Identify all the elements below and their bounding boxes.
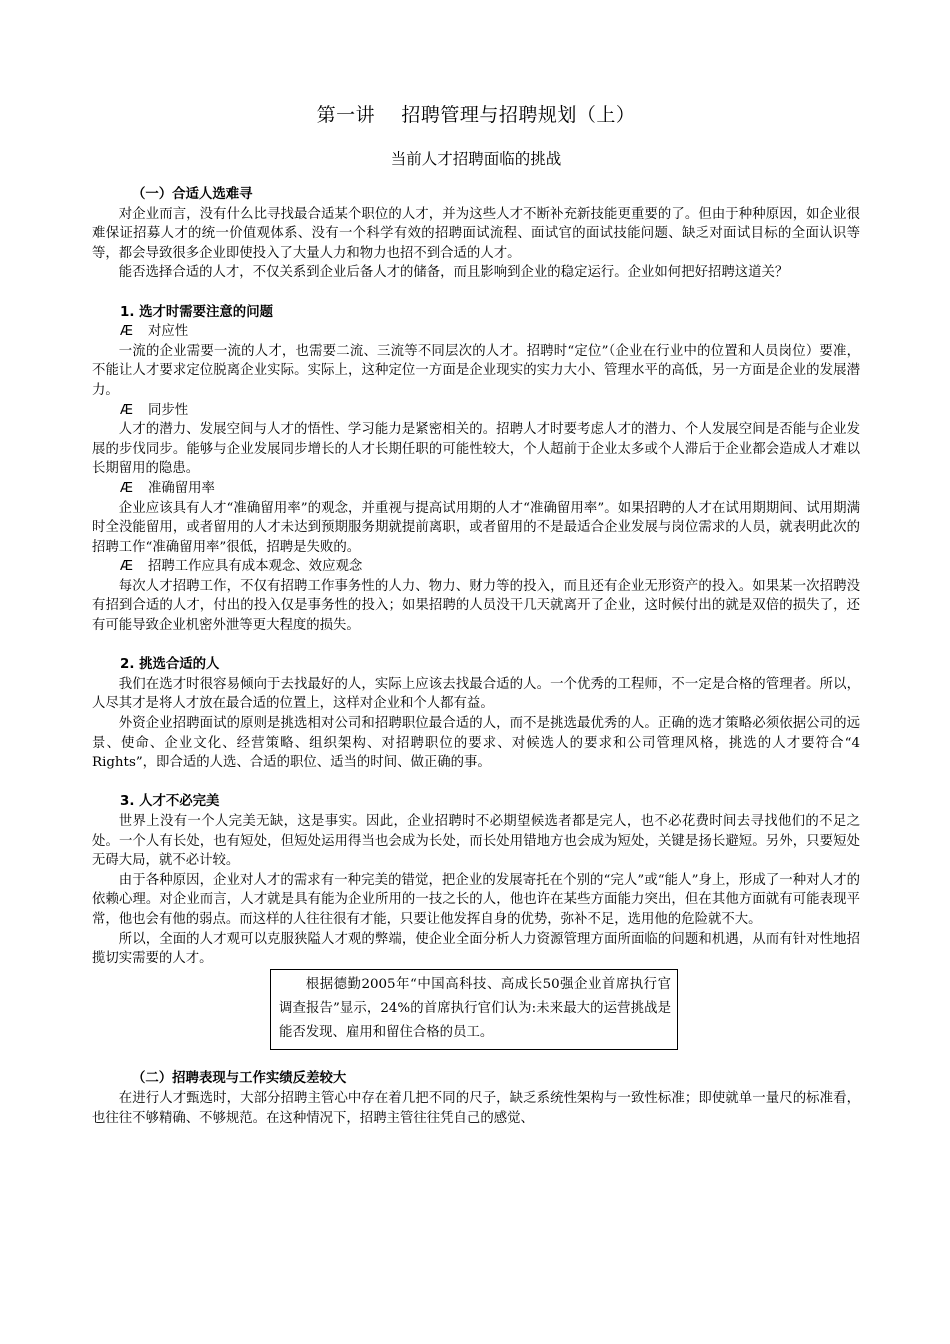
bullet-icon: Æ (120, 480, 134, 496)
bullet-label: 招聘工作应具有成本观念、效应观念 (148, 559, 363, 575)
paragraph: 能否选择合适的人才，不仅关系到企业后备人才的储备，而且影响到企业的稳定运行。企业如何把好招聘这道关？ (118, 265, 789, 281)
section-heading-2: （二）招聘表现与工作实绩反差较大 (132, 1071, 347, 1087)
bullet-icon: Æ (120, 402, 134, 418)
paragraph: 每次人才招聘工作，不仅有招聘工作事务性的人力、物力、财力等的投入，而且还有企业无形资产的投入。如果某一次招聘没有招到合适的人才，付出的投入仅是事务性的投入；如果招聘的人员没干几天就离开了企业，这时候付出的就是双倍的损失了，还有可能导致企业机密外泄等更大程度的损失。 (92, 578, 860, 634)
bullet-icon: Æ (120, 324, 134, 340)
subsection-heading-1: 1. 选才时需要注意的问题 (120, 304, 273, 320)
subsection-heading-3: 3. 人才不必完美 (120, 794, 220, 810)
paragraph: 外资企业招聘面试的原则是挑选相对公司和招聘职位最合适的人，而不是挑选最优秀的人。正确的选才策略必须依据公司的远景、使命、企业文化、经营策略、组织架构、对招聘职位的要求、对候选人的要求和公司管理风格，挑选的人才要符合“4 Rights”，即合适的人选、合适的职位、适当的时间、做正确的事。 (92, 716, 860, 771)
paragraph: 由于各种原因，企业对人才的需求有一种完美的错觉，把企业的发展寄托在个别的“完人”或“能人”身上，形成了一种对人才的依赖心理。对企业而言，人才就是具有能为企业所用的一技之长的人，他也许在某些方面能力突出，但在其他方面就有可能表现平常，他也会有他的弱点。而这样的人往往很有才能，只要让他发挥自身的优势，弥补不足，选用他的危险就不大。 (92, 872, 860, 927)
paragraph: 在进行人才甄选时，大部分招聘主管心中存在着几把不同的尺子，缺乏系统性架构与一致性标准；即使就单一量尺的标准看，也往往不够精确、不够规范。在这种情况下，招聘主管往往凭自己的感觉、 (92, 1090, 860, 1126)
section-heading-1: （一）合适人选难寻 (132, 187, 253, 202)
bullet-label: 准确留用率 (148, 480, 215, 496)
subsection-heading-2: 2. 挑选合适的人 (120, 657, 220, 673)
bullet-label: 对应性 (148, 324, 189, 340)
paragraph: 世界上没有一个人完美无缺，这是事实。因此，企业招聘时不必期望候选者都是完人，也不必花费时间去寻找他们的不足之处。一个人有长处，也有短处，但短处运用得当也会成为长处，而长处用错地方也会成为短处，关键是扬长避短。另外，只要短处无碍大局，就不必计较。 (92, 814, 860, 869)
callout-box: 根据德勤2005年“中国高科技、高成长50强企业首席执行官调查报告”显示，24%的首席执行官们认为:未来最大的运营挑战是能否发现、雇用和留住合格的员工。 (270, 969, 678, 1050)
bullet-item (92, 479, 860, 499)
page-title: 第一讲 招聘管理与招聘规划（上） (316, 104, 636, 126)
bullet-icon: Æ (120, 559, 134, 575)
bullet-item (92, 557, 860, 577)
document-body (92, 185, 860, 1128)
paragraph: 人才的潜力、发展空间与人才的悟性、学习能力是紧密相关的。招聘人才时要考虑人才的潜力、个人发展空间是否能与企业发展的步伐同步。能够与企业发展同步增长的人才长期任职的可能性较大，个人超前于企业太多或个人滞后于企业都会造成人才难以长期留用的隐患。 (92, 422, 860, 477)
bullet-item (92, 401, 860, 421)
page-subtitle: 当前人才招聘面临的挑战 (390, 150, 562, 168)
bullet-item (92, 322, 860, 342)
paragraph: 一流的企业需要一流的人才，也需要二流、三流等不同层次的人才。招聘时“定位”（企业在行业中的位置和人员岗位）要准，不能让人才要求定位脱离企业实际。实际上，这种定位一方面是企业现实的实力大小、管理水平的高低，另一方面是企业的发展潜力。 (92, 343, 860, 398)
paragraph: 所以，全面的人才观可以克服狭隘人才观的弊端，使企业全面分析人力资源管理方面所面临的问题和机遇，从而有针对性地招揽切实需要的人才。 (92, 931, 860, 967)
paragraph: 企业应该具有人才“准确留用率”的观念，并重视与提高试用期的人才“准确留用率”。如果招聘的人才在试用期期间、试用期满时全没能留用，或者留用的人才未达到预期服务期就提前离职，或者留用的不是最适合企业发展与岗位需求的人员，就表明此次的招聘工作“准确留用率”很低，招聘是失败的。 (92, 500, 860, 555)
bullet-label: 同步性 (148, 402, 189, 418)
paragraph: 对企业而言，没有什么比寻找最合适某个职位的人才，并为这些人才不断补充新技能更重要的了。但由于种种原因，如企业很难保证招募人才的统一价值观体系、没有一个科学有效的招聘面试流程、面试官的面试技能问题、缺乏对面试目标的全面认识等等，都会导致很多企业即使投入了大量人力和物力也招不到合适的人才。 (92, 206, 860, 261)
paragraph: 我们在选才时很容易倾向于去找最好的人，实际上应该去找最合适的人。一个优秀的工程师，不一定是合格的管理者。所以，人尽其才是将人才放在最合适的位置上，这样对企业和个人都有益。 (92, 676, 860, 712)
